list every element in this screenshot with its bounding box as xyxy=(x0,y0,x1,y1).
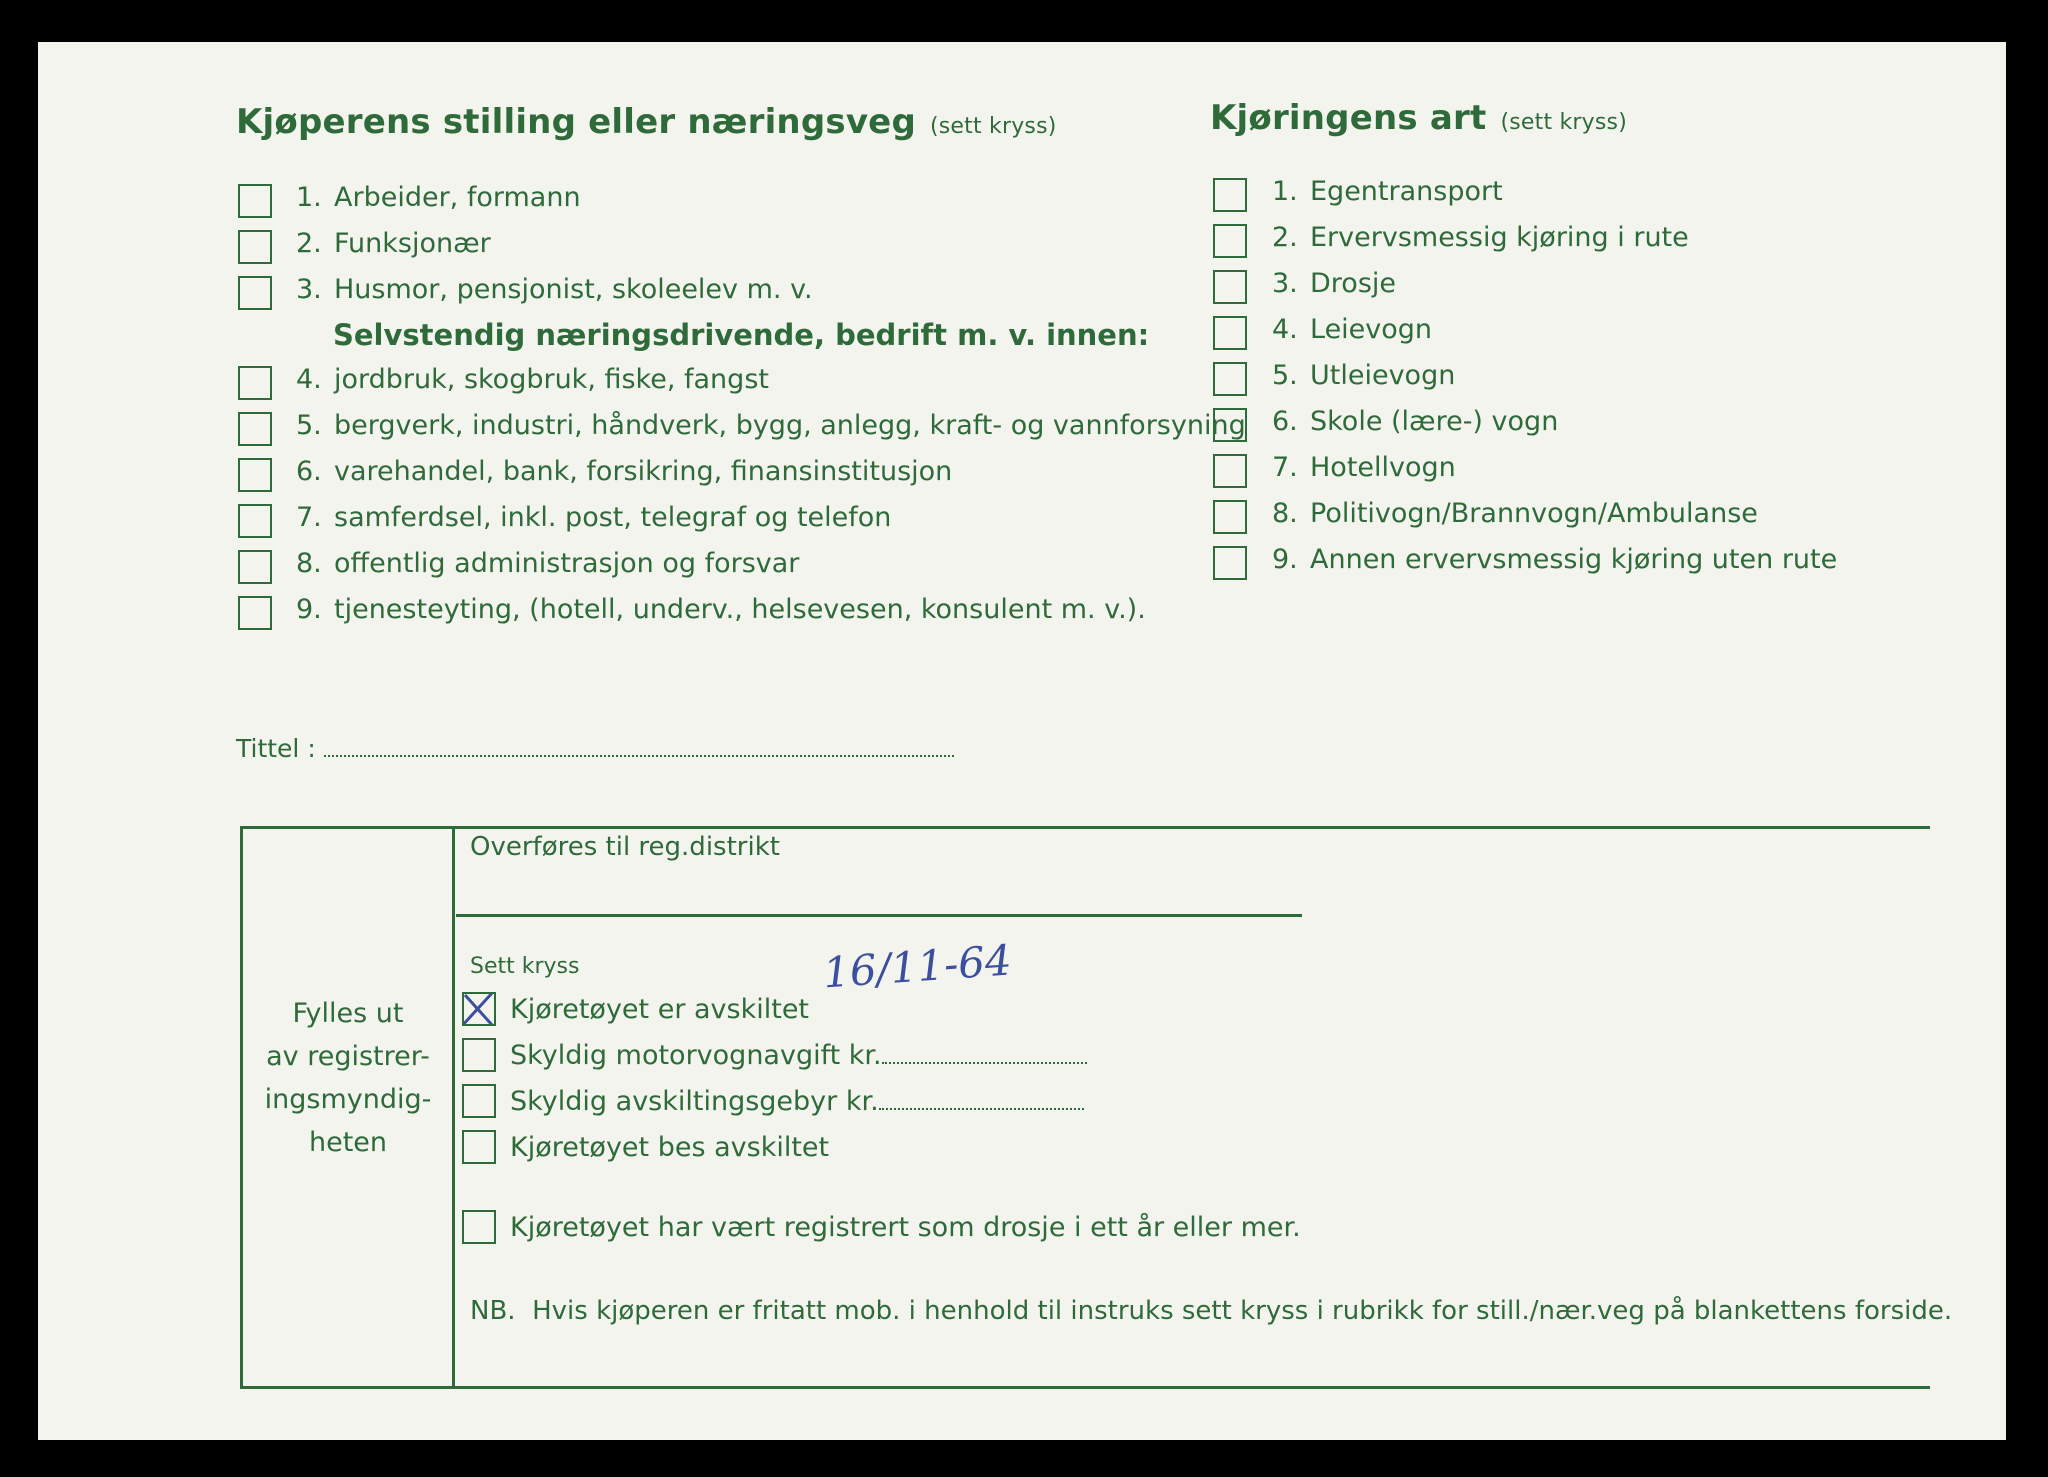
checkbox-left-6[interactable] xyxy=(238,458,272,492)
check-x-icon xyxy=(464,994,494,1024)
left-item-1: 1. Arbeider, formann xyxy=(296,182,581,213)
right-item-3: 3. Drosje xyxy=(1272,268,1396,299)
nb-note: NB. Hvis kjøperen er fritatt mob. i henhold til instruks sett kryss i rubrikk for still./nær.veg på blankettens forside. xyxy=(470,1296,1953,1326)
left-subheading: Selvstendig næringsdrivende, bedrift m. v. innen: xyxy=(333,318,1150,352)
left-item-5: 5. bergverk, industri, håndverk, bygg, anlegg, kraft- og vannforsyning xyxy=(296,410,1246,441)
tittel-field[interactable]: Tittel : xyxy=(236,734,954,763)
registry-side-label: Fylles ut av registrer- ingsmyndig- heten xyxy=(264,998,432,1158)
checkbox-left-9[interactable] xyxy=(238,596,272,630)
right-item-6: 6. Skole (lære-) vogn xyxy=(1272,406,1559,437)
checkbox-left-7[interactable] xyxy=(238,504,272,538)
registry-divider xyxy=(452,826,455,1389)
registry-left-rule xyxy=(240,826,243,1389)
checkbox-left-2[interactable] xyxy=(238,230,272,264)
checkbox-left-3[interactable] xyxy=(238,276,272,310)
checkbox-right-7[interactable] xyxy=(1213,454,1247,488)
left-item-6: 6. varehandel, bank, forsikring, finansinstitusjon xyxy=(296,456,953,487)
drosje-label: Kjøretøyet har vært registrert som drosje i ett år eller mer. xyxy=(510,1212,1301,1243)
checkbox-right-3[interactable] xyxy=(1213,270,1247,304)
handwritten-date: 16/11-64 xyxy=(821,935,1014,998)
form-card xyxy=(38,42,2006,1440)
right-item-9: 9. Annen ervervsmessig kjøring uten rute xyxy=(1272,544,1838,575)
checkbox-right-8[interactable] xyxy=(1213,500,1247,534)
checkbox-left-4[interactable] xyxy=(238,366,272,400)
left-item-7: 7. samferdsel, inkl. post, telegraf og telefon xyxy=(296,502,892,533)
left-item-3: 3. Husmor, pensjonist, skoleelev m. v. xyxy=(296,274,813,305)
left-heading: Kjøperens stilling eller næringsveg (sett kryss) xyxy=(236,102,1057,142)
checkbox-left-8[interactable] xyxy=(238,550,272,584)
avskiltingsgebyr-amount-line[interactable] xyxy=(879,1088,1084,1110)
checkbox-left-5[interactable] xyxy=(238,412,272,446)
right-heading: Kjøringens art (sett kryss) xyxy=(1210,98,1627,138)
left-item-9: 9. tjenesteyting, (hotell, underv., helsevesen, konsulent m. v.). xyxy=(296,594,1146,625)
right-item-5: 5. Utleievogn xyxy=(1272,360,1456,391)
right-item-7: 7. Hotellvogn xyxy=(1272,452,1456,483)
checkbox-avskiltet[interactable] xyxy=(462,992,496,1026)
checkbox-drosje[interactable] xyxy=(462,1210,496,1244)
right-item-4: 4. Leievogn xyxy=(1272,314,1433,345)
checkbox-avskiltingsgebyr[interactable] xyxy=(462,1084,496,1118)
checkbox-right-6[interactable] xyxy=(1213,408,1247,442)
checkbox-right-4[interactable] xyxy=(1213,316,1247,350)
left-item-4: 4. jordbruk, skogbruk, fiske, fangst xyxy=(296,364,769,395)
checkbox-left-1[interactable] xyxy=(238,184,272,218)
left-item-2: 2. Funksjonær xyxy=(296,228,491,259)
right-item-1: 1. Egentransport xyxy=(1272,176,1503,207)
right-item-2: 2. Ervervsmessig kjøring i rute xyxy=(1272,222,1689,253)
check-label-bes-avskiltet: Kjøretøyet bes avskiltet xyxy=(510,1132,830,1163)
checkbox-right-9[interactable] xyxy=(1213,546,1247,580)
right-item-8: 8. Politivogn/Brannvogn/Ambulanse xyxy=(1272,498,1758,529)
overfores-label: Overføres til reg.distrikt xyxy=(470,832,780,862)
left-item-8: 8. offentlig administrasjon og forsvar xyxy=(296,548,800,579)
check-label-motorvognavgift: Skyldig motorvognavgift kr. xyxy=(510,1040,1087,1071)
checkbox-right-2[interactable] xyxy=(1213,224,1247,258)
checkbox-right-1[interactable] xyxy=(1213,178,1247,212)
tittel-dotted-line xyxy=(324,735,954,757)
checkbox-bes-avskiltet[interactable] xyxy=(462,1130,496,1164)
checkbox-motorvognavgift[interactable] xyxy=(462,1038,496,1072)
motorvognavgift-amount-line[interactable] xyxy=(882,1042,1087,1064)
checkbox-right-5[interactable] xyxy=(1213,362,1247,396)
registry-bottom-rule xyxy=(240,1386,1930,1389)
overfores-field-line[interactable] xyxy=(456,914,1302,917)
check-label-avskiltingsgebyr: Skyldig avskiltingsgebyr kr. xyxy=(510,1086,1084,1117)
registry-top-rule xyxy=(240,826,1930,829)
sett-kryss-label: Sett kryss xyxy=(470,954,580,979)
check-label-avskiltet: Kjøretøyet er avskiltet xyxy=(510,994,810,1025)
